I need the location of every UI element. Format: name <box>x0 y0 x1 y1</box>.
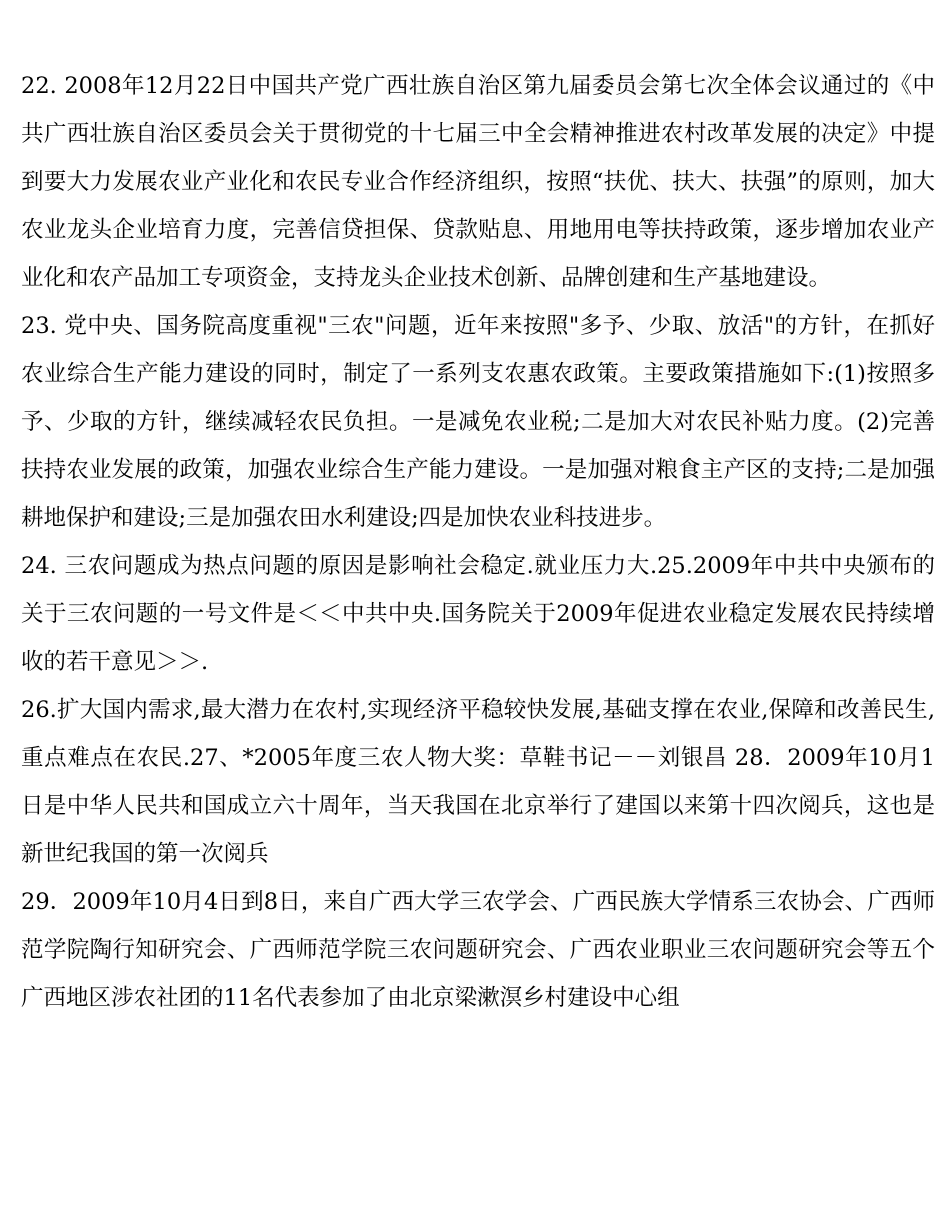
paragraph-22: 22. 2008年12月22日中国共产党广西壮族自治区第九届委员会第七次全体会议通过的《中共广西壮族自治区委员会关于贯彻党的十七届三中全会精神推进农村改革发展的决定》中提到要大力发展农业产业化和农民专业合作经济组织，按照“扶优、扶大、扶强”的原则，加大农业龙头企业培育力度，完善信贷担保、贷款贴息、用地用电等扶持政策，逐步增加农业产业化和农产品加工专项资金，支持龙头企业技术创新、品牌创建和生产基地建设。 <box>21 73 935 291</box>
paragraph-24-25: 24. 三农问题成为热点问题的原因是影响社会稳定.就业压力大.25.2009年中共中央颁布的关于三农问题的一号文件是＜＜中共中央.国务院关于2009年促进农业稳定发展农民持续增收的若干意见＞＞. <box>21 553 935 675</box>
paragraph-23: 23. 党中央、国务院高度重视"三农"问题，近年来按照"多予、少取、放活"的方针，在抓好农业综合生产能力建设的同时，制定了一系列支农惠农政策。主要政策措施如下:(1)按照多予、少取的方针，继续减轻农民负担。一是减免农业税;二是加大对农民补贴力度。(2)完善扶持农业发展的政策，加强农业综合生产能力建设。一是加强对粮食主产区的支持;二是加强耕地保护和建设;三是加强农田水利建设;四是加快农业科技进步。 <box>21 313 935 531</box>
document-body <box>21 62 935 1022</box>
paragraph-29: 29．2009年10月4日到8日，来自广西大学三农学会、广西民族大学情系三农协会、广西师范学院陶行知研究会、广西师范学院三农问题研究会、广西农业职业三农问题研究会等五个广西地区涉农社团的11名代表参加了由北京梁漱溟乡村建设中心组 <box>21 889 935 1011</box>
paragraph-26-28: 26.扩大国内需求,最大潜力在农村,实现经济平稳较快发展,基础支撑在农业,保障和改善民生,重点难点在农民.27、*2005年度三农人物大奖：草鞋书记－－刘银昌 28．2009年10月1日是中华人民共和国成立六十周年，当天我国在北京举行了建国以来第十四次阅兵，这也是新世纪我国的第一次阅兵 <box>21 697 935 867</box>
